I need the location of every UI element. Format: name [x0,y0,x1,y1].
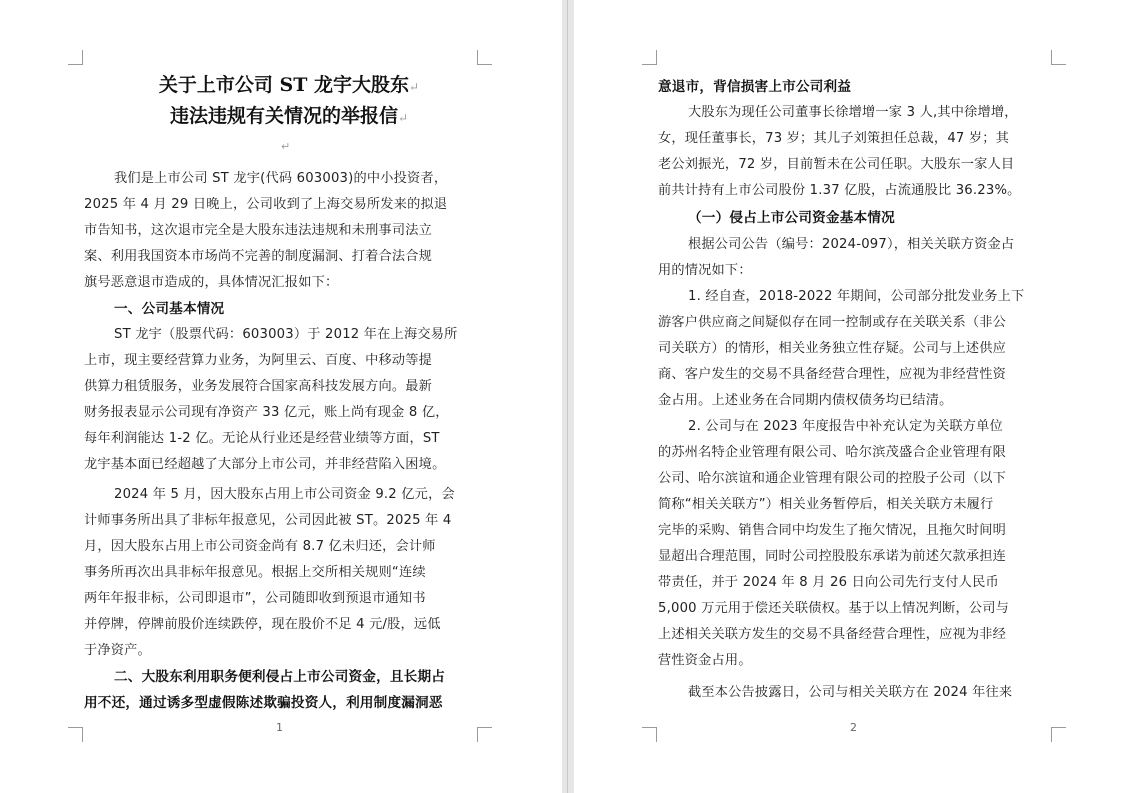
text-line: 完毕的采购、销售合同中均发生了拖欠情况，且拖欠时间明 [658,523,1007,538]
text-line: 1. 经自查，2018-2022 年期间，公司部分批发业务上下 [688,289,1025,304]
text-line: 5,000 万元用于偿还关联债权。基于以上情况判断，公司与 [658,601,1010,616]
section-heading: 二、大股东利用职务便利侵占上市公司资金，且长期占 [114,669,446,685]
section-heading: 意退市，背信损害上市公司利益 [658,79,852,95]
text-line: 供算力租赁服务，业务发展符合国家高科技发展方向。最新 [84,379,433,394]
page-number: 2 [850,721,857,734]
text-line: 旗号恶意退市造成的，具体情况汇报如下： [84,275,339,290]
margin-corner-mark [68,727,83,742]
text-line: 市告知书，这次退市完全是大股东违法违规和未刑事司法立 [84,223,433,238]
text-line: 金占用。上述业务在合同期内债权债务均已结清。 [658,393,953,408]
text-line: 带责任，并于 2024 年 8 月 26 日向公司先行支付人民币 [658,575,999,590]
margin-corner-mark [477,727,492,742]
document-title-line-2: 违法违规有关情况的举报信↵ [169,105,409,127]
page-divider [567,0,568,793]
text-line: 司关联方）的情形，相关业务独立性存疑。公司与上述供应 [658,341,1007,356]
text-line: 龙宇基本面已经超越了大部分上市公司，并非经营陷入困境。 [84,457,446,472]
text-line: 的苏州名特企业管理有限公司、哈尔滨茂盛合企业管理有限 [658,445,1007,460]
document-page-2[interactable] [574,0,1133,793]
text-line: 游客户供应商之间疑似存在同一控制或存在关联关系（非公 [658,315,1007,330]
margin-corner-mark [642,50,657,65]
text-line: 于净资产。 [84,643,151,658]
text-line: 营性资金占用。 [658,653,752,668]
text-line: 用的情况如下： [658,263,752,278]
margin-corner-mark [68,50,83,65]
text-line: 前共计持有上市公司股份 1.37 亿股，占流通股比 36.23%。 [658,183,1021,198]
text-line: 每年利润能达 1-2 亿。无论从行业还是经营业绩等方面，ST [84,431,440,446]
text-line: 大股东为现任公司董事长徐增增一家 3 人,其中徐增增， [688,105,1018,120]
text-line: 我们是上市公司 ST 龙宇(代码 603003)的中小投资者， [114,171,448,186]
margin-corner-mark [1051,727,1066,742]
text-line: 2. 公司与在 2023 年度报告中补充认定为关联方单位 [688,419,1003,434]
margin-corner-mark [477,50,492,65]
text-line: 月，因大股东占用上市公司资金尚有 8.7 亿未归还，会计师 [84,539,436,554]
text-line: 上市，现主要经营算力业务，为阿里云、百度、中移动等提 [84,353,433,368]
page-number: 1 [276,721,283,734]
text-line: ST 龙宇（股票代码：603003）于 2012 年在上海交易所 [114,327,458,342]
text-line: 上述相关关联方发生的交易不具备经营合理性，应视为非经 [658,627,1007,642]
text-line: 显超出合理范围，同时公司控股股东承诺为前述欠款承担连 [658,549,1007,564]
margin-corner-mark [642,727,657,742]
text-line: 2024 年 5 月，因大股东占用上市公司资金 9.2 亿元，会 [114,487,455,502]
text-line: 2025 年 4 月 29 日晚上，公司收到了上海交易所发来的拟退 [84,197,448,212]
section-heading: 用不还，通过诱多型虚假陈述欺骗投资人，利用制度漏洞恶 [84,695,443,711]
text-line: 截至本公告披露日，公司与相关关联方在 2024 年往来 [688,685,1013,700]
text-line: 计师事务所出具了非标年报意见，公司因此被 ST。2025 年 4 [84,513,452,528]
page-gap [562,0,574,793]
section-heading: （一）侵占上市公司资金基本情况 [688,210,895,226]
text-line: 女，现任董事长，73 岁；其儿子刘策担任总裁，47 岁；其 [658,131,1010,146]
text-line: 公司、哈尔滨谊和通企业管理有限公司的控股子公司（以下 [658,471,1007,486]
paragraph-mark: ↵ [281,140,291,153]
text-line: 简称“相关关联方”）相关业务暂停后，相关关联方未履行 [658,497,994,512]
document-page-1[interactable] [0,0,562,793]
text-line: 两年年报非标，公司即退市”，公司随即收到预退市通知书 [84,591,426,606]
text-line: 事务所再次出具非标年报意见。根据上交所相关规则“连续 [84,565,426,580]
document-title-line-1: 关于上市公司 ST 龙宇大股东↵ [158,74,420,96]
text-line: 财务报表显示公司现有净资产 33 亿元，账上尚有现金 8 亿， [84,405,449,420]
text-line: 案、利用我国资本市场尚不完善的制度漏洞、打着合法合规 [84,249,433,264]
margin-corner-mark [1051,50,1066,65]
text-line: 老公刘振光，72 岁，目前暂未在公司任职。大股东一家人目 [658,157,1015,172]
section-heading: 一、公司基本情况 [114,301,225,317]
text-line: 商、客户发生的交易不具备经营合理性，应视为非经营性资 [658,367,1007,382]
text-line: 根据公司公告（编号：2024-097），相关关联方资金占 [688,237,1015,252]
text-line: 并停牌，停牌前股价连续跌停，现在股价不足 4 元/股，远低 [84,617,441,632]
